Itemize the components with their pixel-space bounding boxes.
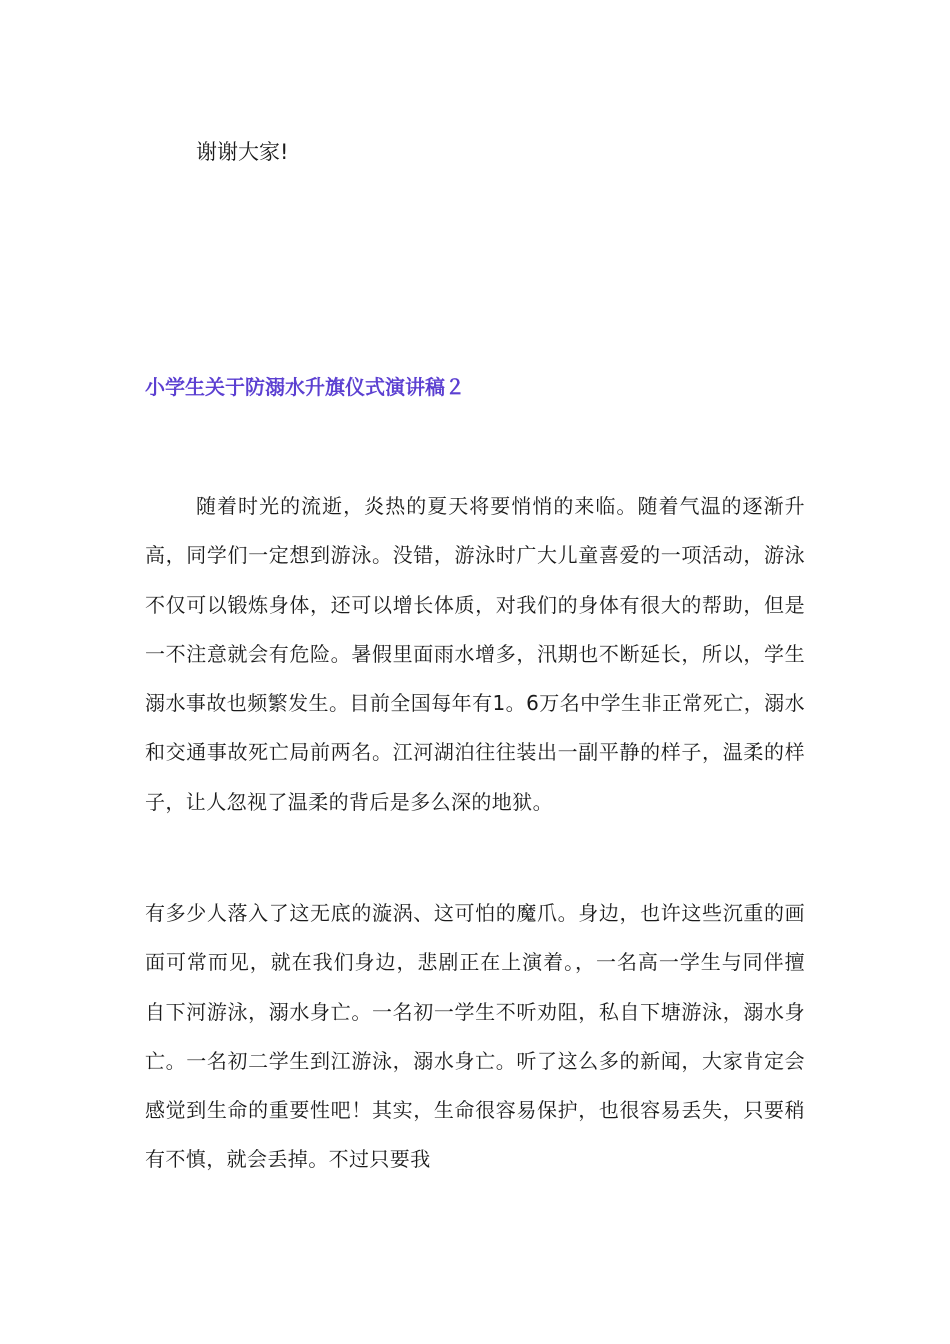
section-title: 小学生关于防溺水升旗仪式演讲稿２ [145,375,465,399]
closing-line: 谢谢大家! [196,140,289,164]
body-paragraph: 随着时光的流逝，炎热的夏天将要悄悄的来临。随着气温的逐渐升高，同学们一定想到游泳。没错，游泳时广大儿童喜爱的一项活动，游泳不仅可以锻炼身体，还可以增长体质，对我们的身体有很大的帮助，但是一不注意就会有危险。暑假里面雨水增多，汛期也不断延长，所以，学生溺水事故也频繁发生。目前全国每年有1。6万名中学生非正常死亡，溺水和交通事故死亡局前两名。江河湖泊往往装出一副平静的样子，温柔的样子，让人忽视了温柔的背后是多么深的地狱。 [145,494,805,814]
body-paragraph: 有多少人落入了这无底的漩涡、这可怕的魔爪。身边，也许这些沉重的画面可常而见，就在我们身边，悲剧正在上演着。，一名高一学生与同伴擅自下河游泳，溺水身亡。一名初一学生不听劝阻，私自下塘游泳，溺水身亡。一名初二学生到江游泳，溺水身亡。听了这么多的新闻，大家肯定会感觉到生命的重要性吧！其实，生命很容易保护，也很容易丢失，只要稍有不慎，就会丢掉。不过只要我 [145,901,805,1172]
